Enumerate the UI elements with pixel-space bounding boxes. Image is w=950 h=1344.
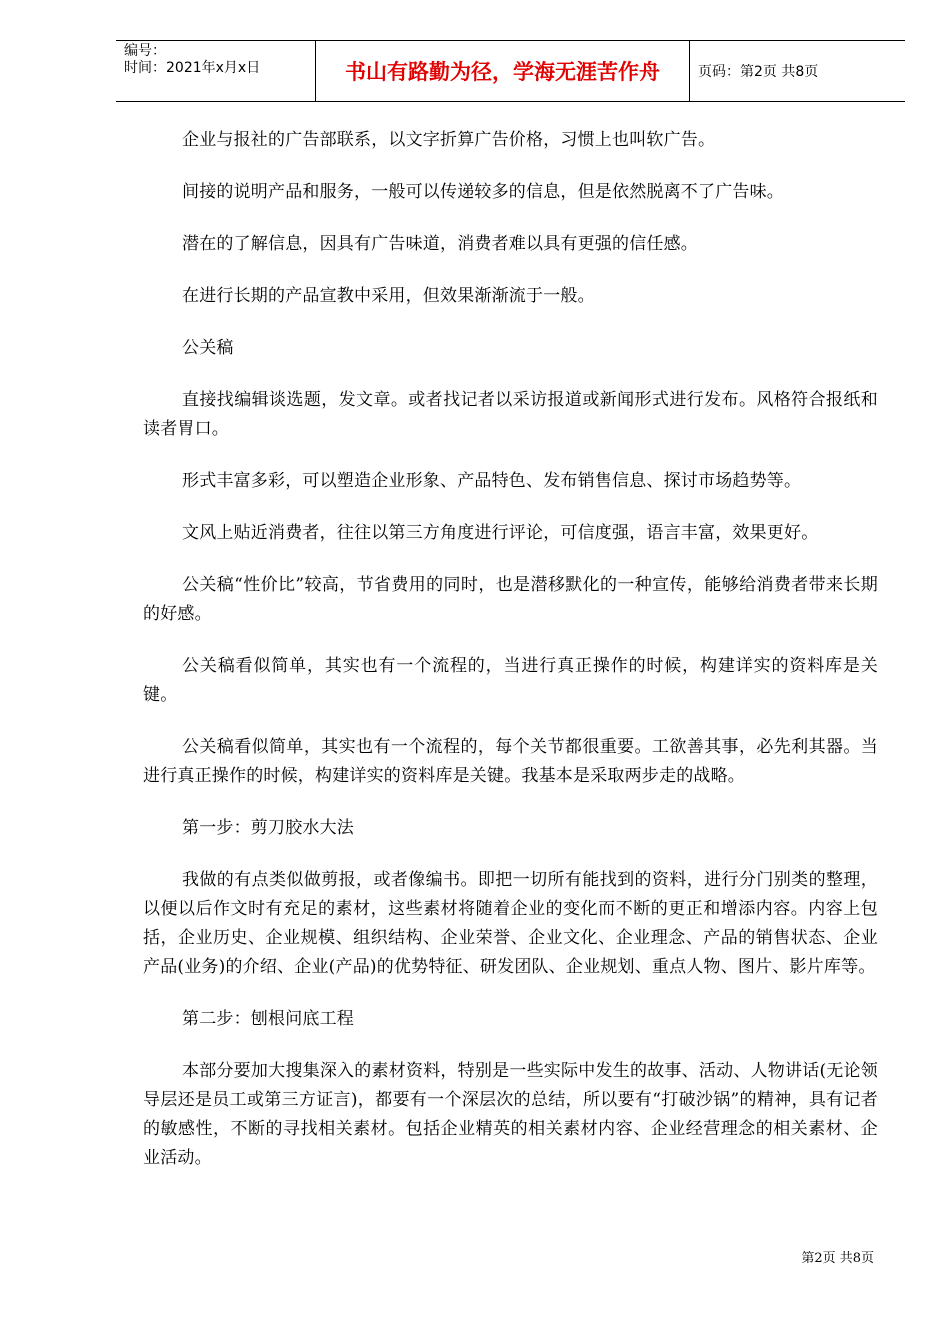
paragraph: 公关稿看似简单，其实也有一个流程的，每个关节都很重要。工欲善其事，必先利其器。当进行真正操作的时候，构建详实的资料库是关键。我基本是采取两步走的战略。 bbox=[143, 737, 878, 786]
document-body bbox=[143, 126, 878, 1196]
paragraph: 企业与报社的广告部联系，以文字折算广告价格，习惯上也叫软广告。 bbox=[182, 130, 716, 150]
footer-page-number: 第2页 共8页 bbox=[801, 1251, 874, 1266]
step-heading: 第一步：剪刀胶水大法 bbox=[182, 818, 354, 838]
header-motto: 书山有路勤为径，学海无涯苦作舟 bbox=[316, 41, 690, 101]
paragraph: 在进行长期的产品宣教中采用，但效果渐渐流于一般。 bbox=[182, 286, 595, 306]
paragraph: 公关稿“性价比”较高，节省费用的同时，也是潜移默化的一种宣传，能够给消费者带来长期的好感。 bbox=[143, 575, 878, 624]
step-heading: 第二步：刨根问底工程 bbox=[182, 1009, 354, 1029]
code-label: 编号： bbox=[124, 43, 166, 59]
paragraph: 直接找编辑谈选题，发文章。或者找记者以采访报道或新闻形式进行发布。风格符合报纸和读者胃口。 bbox=[143, 390, 878, 439]
paragraph: 公关稿看似简单，其实也有一个流程的，当进行真正操作的时候，构建详实的资料库是关键。 bbox=[143, 656, 878, 705]
section-heading: 公关稿 bbox=[182, 338, 234, 358]
paragraph: 间接的说明产品和服务，一般可以传递较多的信息，但是依然脱离不了广告味。 bbox=[182, 182, 784, 202]
time-label: 时间：2021年x月x日 bbox=[124, 60, 261, 76]
paragraph: 潜在的了解信息，因具有广告味道，消费者难以具有更强的信任感。 bbox=[182, 234, 698, 254]
paragraph: 本部分要加大搜集深入的素材资料，特别是一些实际中发生的故事、活动、人物讲话(无论领导层还是员工或第三方证言)，都要有一个深层次的总结，所以要有“打破沙锅”的精神，具有记者的敏感性，不断的寻找相关素材。包括企业精英的相关素材内容、企业经营理念的相关素材、企业活动。 bbox=[143, 1061, 878, 1168]
header-page-number: 页码：第2页 共8页 bbox=[698, 64, 819, 80]
header-meta bbox=[116, 41, 316, 101]
document-header bbox=[116, 40, 905, 102]
paragraph: 我做的有点类似做剪报，或者像编书。即把一切所有能找到的资料，进行分门别类的整理，以便以后作文时有充足的素材，这些素材将随着企业的变化而不断的更正和增添内容。内容上包括，企业历史、企业规模、组织结构、企业荣誉、企业文化、企业理念、产品的销售状态、企业产品(业务)的介绍、企业(产品)的优势特征、研发团队、企业规划、重点人物、图片、影片库等。 bbox=[143, 870, 878, 977]
paragraph: 形式丰富多彩，可以塑造企业形象、产品特色、发布销售信息、探讨市场趋势等。 bbox=[182, 471, 802, 491]
paragraph: 文风上贴近消费者，往往以第三方角度进行评论，可信度强，语言丰富，效果更好。 bbox=[182, 523, 819, 543]
